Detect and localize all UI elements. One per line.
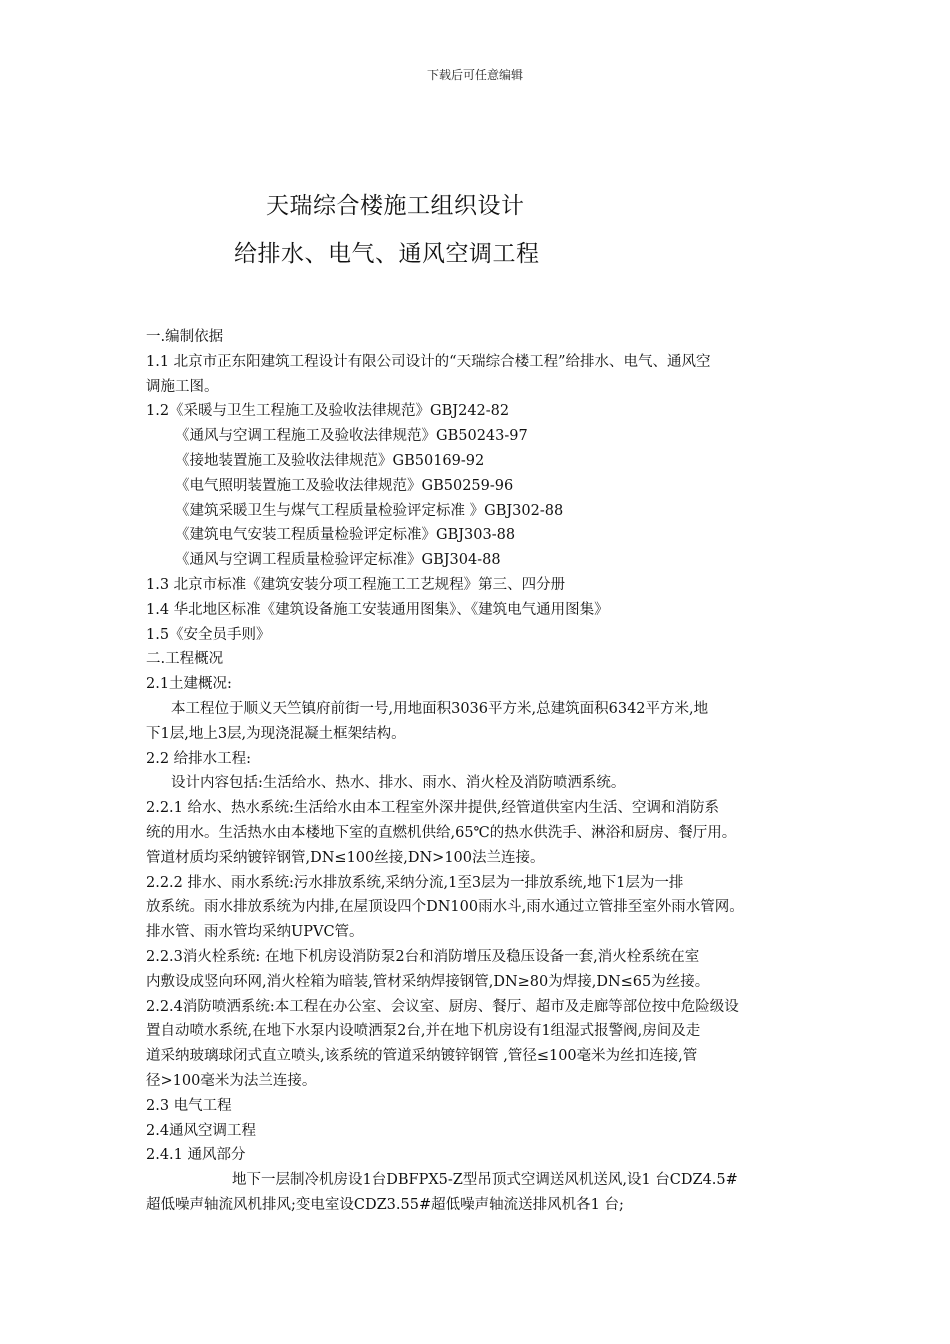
text-line: 2.1土建概况: bbox=[146, 676, 232, 693]
text-line: 道采纳玻璃球闭式直立喷头,该系统的管道采纳镀锌钢管 ,管径≤100毫米为丝扣连接,管 bbox=[146, 1048, 698, 1065]
text-line: 1.3 北京市标准《建筑安装分项工程施工工艺规程》第三、四分册 bbox=[146, 576, 566, 593]
text-line: 2.3 电气工程 bbox=[146, 1097, 232, 1114]
text-line: 《通风与空调工程质量检验评定标准》GBJ304-88 bbox=[175, 552, 501, 569]
text-line: 地下一层制冷机房设1台DBFPX5-Z型吊顶式空调送风机送风,设1 台CDZ4.5# bbox=[232, 1172, 738, 1189]
document-title: 天瑞综合楼施工组织设计 bbox=[266, 193, 525, 219]
text-line: 一.编制依据 bbox=[146, 329, 224, 345]
text-line: 超低噪声轴流风机排风;变电室设CDZ3.55#超低噪声轴流送排风机各1 台; bbox=[146, 1196, 624, 1213]
text-line: 《通风与空调工程施工及验收法律规范》GB50243-97 bbox=[175, 428, 528, 445]
text-line: 2.2.1 给水、热水系统:生活给水由本工程室外深井提供,经管道供室内生活、空调和消防系 bbox=[146, 800, 719, 817]
document-subtitle: 给排水、电气、通风空调工程 bbox=[234, 241, 540, 267]
text-line: 《建筑采暖卫生与煤气工程质量检验评定标准 》GBJ302-88 bbox=[175, 502, 564, 519]
text-line: 统的用水。生活热水由本楼地下室的直燃机供给,65℃的热水供洗手、淋浴和厨房、餐厅用。 bbox=[146, 824, 737, 841]
text-line: 调施工图。 bbox=[146, 378, 219, 395]
text-line: 1.2《采暖与卫生工程施工及验收法律规范》GBJ242-82 bbox=[146, 403, 510, 420]
text-line: 内敷设成竖向环网,消火栓箱为暗装,管材采纳焊接钢管,DN≥80为焊接,DN≤65为丝接。 bbox=[146, 973, 710, 990]
text-line: 2.2.3消火栓系统: 在地下机房设消防泵2台和消防增压及稳压设备一套,消火栓系统在室 bbox=[146, 948, 700, 965]
text-line: 2.2 给排水工程: bbox=[146, 750, 252, 767]
text-line: 1.4 华北地区标准《建筑设备施工安装通用图集》、《建筑电气通用图集》 bbox=[146, 601, 609, 618]
text-line: 1.1 北京市正东阳建筑工程设计有限公司设计的“天瑞综合楼工程”给排水、电气、通风空 bbox=[146, 353, 711, 370]
text-line: 1.5《安全员手则》 bbox=[146, 626, 271, 643]
text-line: 《电气照明装置施工及验收法律规范》GB50259-96 bbox=[175, 477, 514, 494]
text-line: 放系统。雨水排放系统为内排,在屋顶设四个DN100雨水斗,雨水通过立管排至室外雨水管网。 bbox=[146, 899, 744, 916]
text-line: 设计内容包括:生活给水、热水、排水、雨水、消火栓及消防喷洒系统。 bbox=[171, 775, 626, 792]
text-line: 2.4通风空调工程 bbox=[146, 1122, 257, 1139]
text-line: 2.2.2 排水、雨水系统:污水排放系统,采纳分流,1至3层为一排放系统,地下1层为一排 bbox=[146, 874, 684, 891]
text-line: 《接地装置施工及验收法律规范》GB50169-92 bbox=[175, 452, 485, 469]
text-line: 排水管、雨水管均采纳UPVC管。 bbox=[146, 924, 364, 941]
text-line: 置自动喷水系统,在地下水泵内设喷洒泵2台,并在地下机房设有1组湿式报警阀,房间及走 bbox=[146, 1023, 701, 1040]
document-body bbox=[146, 325, 816, 1218]
text-line: 下1层,地上3层,为现浇混凝土框架结构。 bbox=[146, 725, 406, 742]
header-note: 下载后可任意编辑 bbox=[426, 68, 523, 82]
text-line: 本工程位于顺义天竺镇府前街一号,用地面积3036平方米,总建筑面积6342平方米,地 bbox=[171, 700, 709, 717]
text-line: 《建筑电气安装工程质量检验评定标准》GBJ303-88 bbox=[175, 527, 516, 544]
text-line: 径>100毫米为法兰连接。 bbox=[146, 1072, 317, 1089]
text-line: 2.4.1 通风部分 bbox=[146, 1147, 246, 1164]
text-line: 二.工程概况 bbox=[146, 651, 224, 668]
text-line: 2.2.4消防喷洒系统:本工程在办公室、会议室、厨房、餐厅、超市及走廊等部位按中危险级设 bbox=[146, 998, 739, 1015]
text-line: 管道材质均采纳镀锌钢管,DN≤100丝接,DN>100法兰连接。 bbox=[146, 849, 545, 866]
